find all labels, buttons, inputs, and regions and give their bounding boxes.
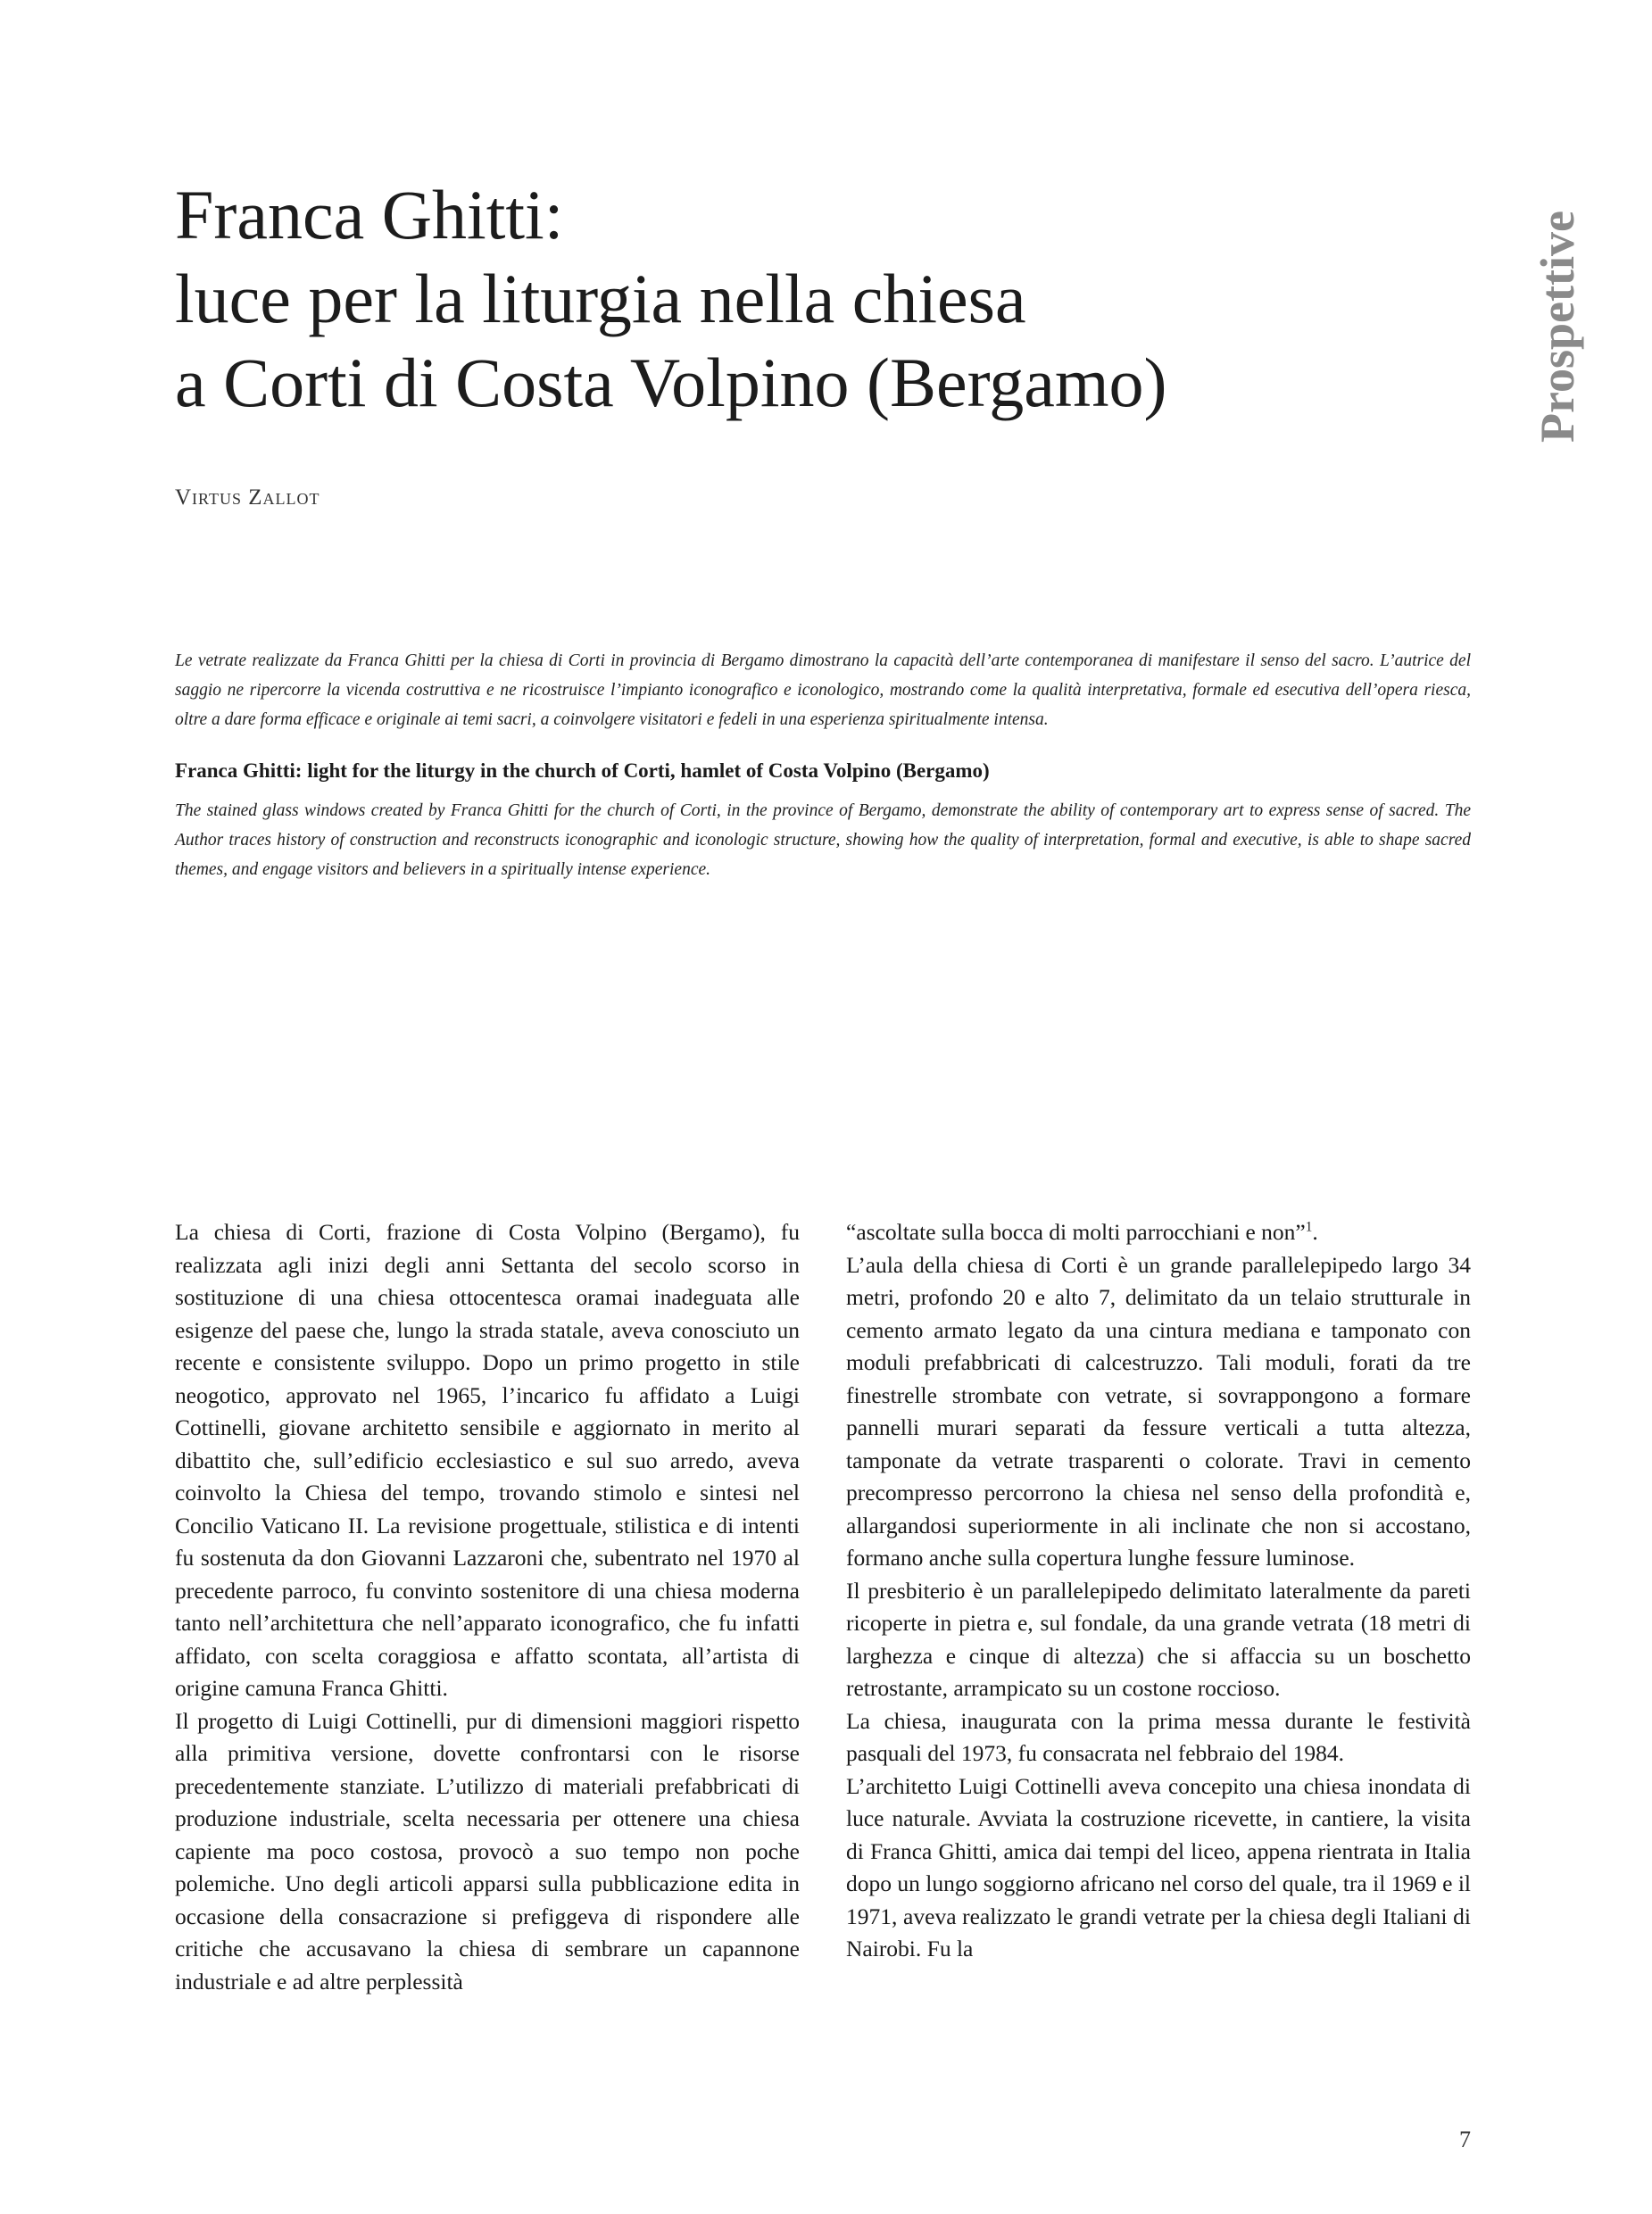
body-column-right: [846, 1216, 1471, 1966]
title-line: luce per la liturgia nella chiesa: [175, 260, 1026, 337]
quote-text: “ascoltate sulla bocca di molti parrocchiani e non”: [846, 1219, 1306, 1245]
abstract-english: The stained glass windows created by Franca Ghitti for the church of Corti, in the province of Bergamo, demonstrate the ability of contemporary art to express sense of sacred. The Author traces history of construction and reconstructs iconographic and iconologic structure, showing how the quality of interpretation, formal and executive, is able to shape sacred themes, and engage visitors and believers in a spiritually intense experience.: [175, 801, 1471, 879]
abstract-italian: Le vetrate realizzate da Franca Ghitti per la chiesa di Corti in provincia di Bergamo dimostrano la capacità dell’arte contemporanea di manifestare il senso del sacro. L’autrice del saggio ne ripercorre la vicenda costruttiva e ne ricostruisce l’impianto iconografico e iconologico, mostrando come la qualità interpretativa, formale ed esecutiva dell’opera riesca, oltre a dare forma efficace e originale ai temi sacri, a coinvolgere visitatori e fedeli in una esperienza spiritualmente intensa.: [175, 651, 1471, 729]
article-title: [175, 173, 1424, 425]
body-paragraph: La chiesa, inaugurata con la prima messa durante le festività pasquali del 1973, fu consacrata nel febbraio del 1984.: [846, 1707, 1471, 1766]
body-paragraph: Il presbiterio è un parallelepipedo delimitato lateralmente da pareti ricoperte in pietra e, sul fondale, da una grande vetrata (18 metri di larghezza e cinque di altezza) che si affaccia su un boschetto retrostante, arrampicato su un costone roccioso.: [846, 1577, 1471, 1701]
title-line: a Corti di Costa Volpino (Bergamo): [175, 344, 1167, 421]
body-paragraph: [846, 1216, 1471, 1249]
section-label: Prospettive: [1531, 211, 1584, 443]
body-column-left: [175, 1216, 800, 1998]
footnote-reference[interactable]: 1: [1305, 1219, 1313, 1235]
author-name: Virtus Zallot: [175, 485, 320, 510]
body-paragraph: L’architetto Luigi Cottinelli aveva concepito una chiesa inondata di luce naturale. Avviata la costruzione ricevette, in cantiere, la visita di Franca Ghitti, amica dai tempi del liceo, appena rientrata in Italia dopo un lungo soggiorno africano nel corso del quale, tra il 1969 e il 1971, aveva realizzato le grandi vetrate per la chiesa degli Italiani di Nairobi. Fu la: [846, 1772, 1471, 1961]
sentence-end: .: [1312, 1219, 1318, 1245]
abstract-english-title: Franca Ghitti: light for the liturgy in the church of Corti, hamlet of Costa Volpino (Bergamo): [175, 759, 990, 782]
body-paragraph: Il progetto di Luigi Cottinelli, pur di dimensioni maggiori rispetto alla primitiva versione, dovette confrontarsi con le risorse precedentemente stanziate. L’utilizzo di materiali prefabbricati di produzione industriale, scelta necessaria per ottenere una chiesa capiente ma poco costosa, provocò a suo tempo non poche polemiche. Uno degli articoli apparsi sulla pubblicazione edita in occasione della consacrazione si prefiggeva di rispondere alle critiche che accusavano la chiesa di sembrare un capannone industriale e ad altre perplessità: [175, 1707, 800, 1994]
body-paragraph: L’aula della chiesa di Corti è un grande parallelepipedo largo 34 metri, profondo 20 e alto 7, delimitato da un telaio strutturale in cemento armato legato da una cintura mediana e tamponato con moduli prefabbricati di calcestruzzo. Tali moduli, forati da tre finestrelle strombate con vetrate, si sovrappongono a formare pannelli murari separati da fessure verticali a tutta altezza, tamponate da vetrate trasparenti o colorate. Travi in cemento precompresso percorrono la chiesa nel senso della profondità e, allargandosi superiormente in ali inclinate che non si accostano, formano anche sulla copertura lunghe fessure luminose.: [846, 1251, 1471, 1571]
title-line: Franca Ghitti:: [175, 176, 564, 253]
page-number: 7: [1459, 2127, 1471, 2152]
body-paragraph: La chiesa di Corti, frazione di Costa Volpino (Bergamo), fu realizzata agli inizi degli anni Settanta del secolo scorso in sostituzione di una chiesa ottocentesca oramai inadeguata alle esigenze del paese che, lungo la strada statale, aveva conosciuto un recente e consistente sviluppo. Dopo un primo progetto in stile neogotico, approvato nel 1965, l’incarico fu affidato a Luigi Cottinelli, giovane architetto sensibile e aggiornato in merito al dibattito che, sull’edificio ecclesiastico e sul suo arredo, aveva coinvolto la Chiesa del tempo, trovando stimolo e sintesi nel Concilio Vaticano II. La revisione progettuale, stilistica e di intenti fu sostenuta da don Giovanni Lazzaroni che, subentrato nel 1970 al precedente parroco, fu convinto sostenitore di una chiesa moderna tanto nell’architettura che nell’apparato iconografico, che fu infatti affidato, con scelta coraggiosa e affatto scontata, all’artista di origine camuna Franca Ghitti.: [175, 1219, 800, 1701]
